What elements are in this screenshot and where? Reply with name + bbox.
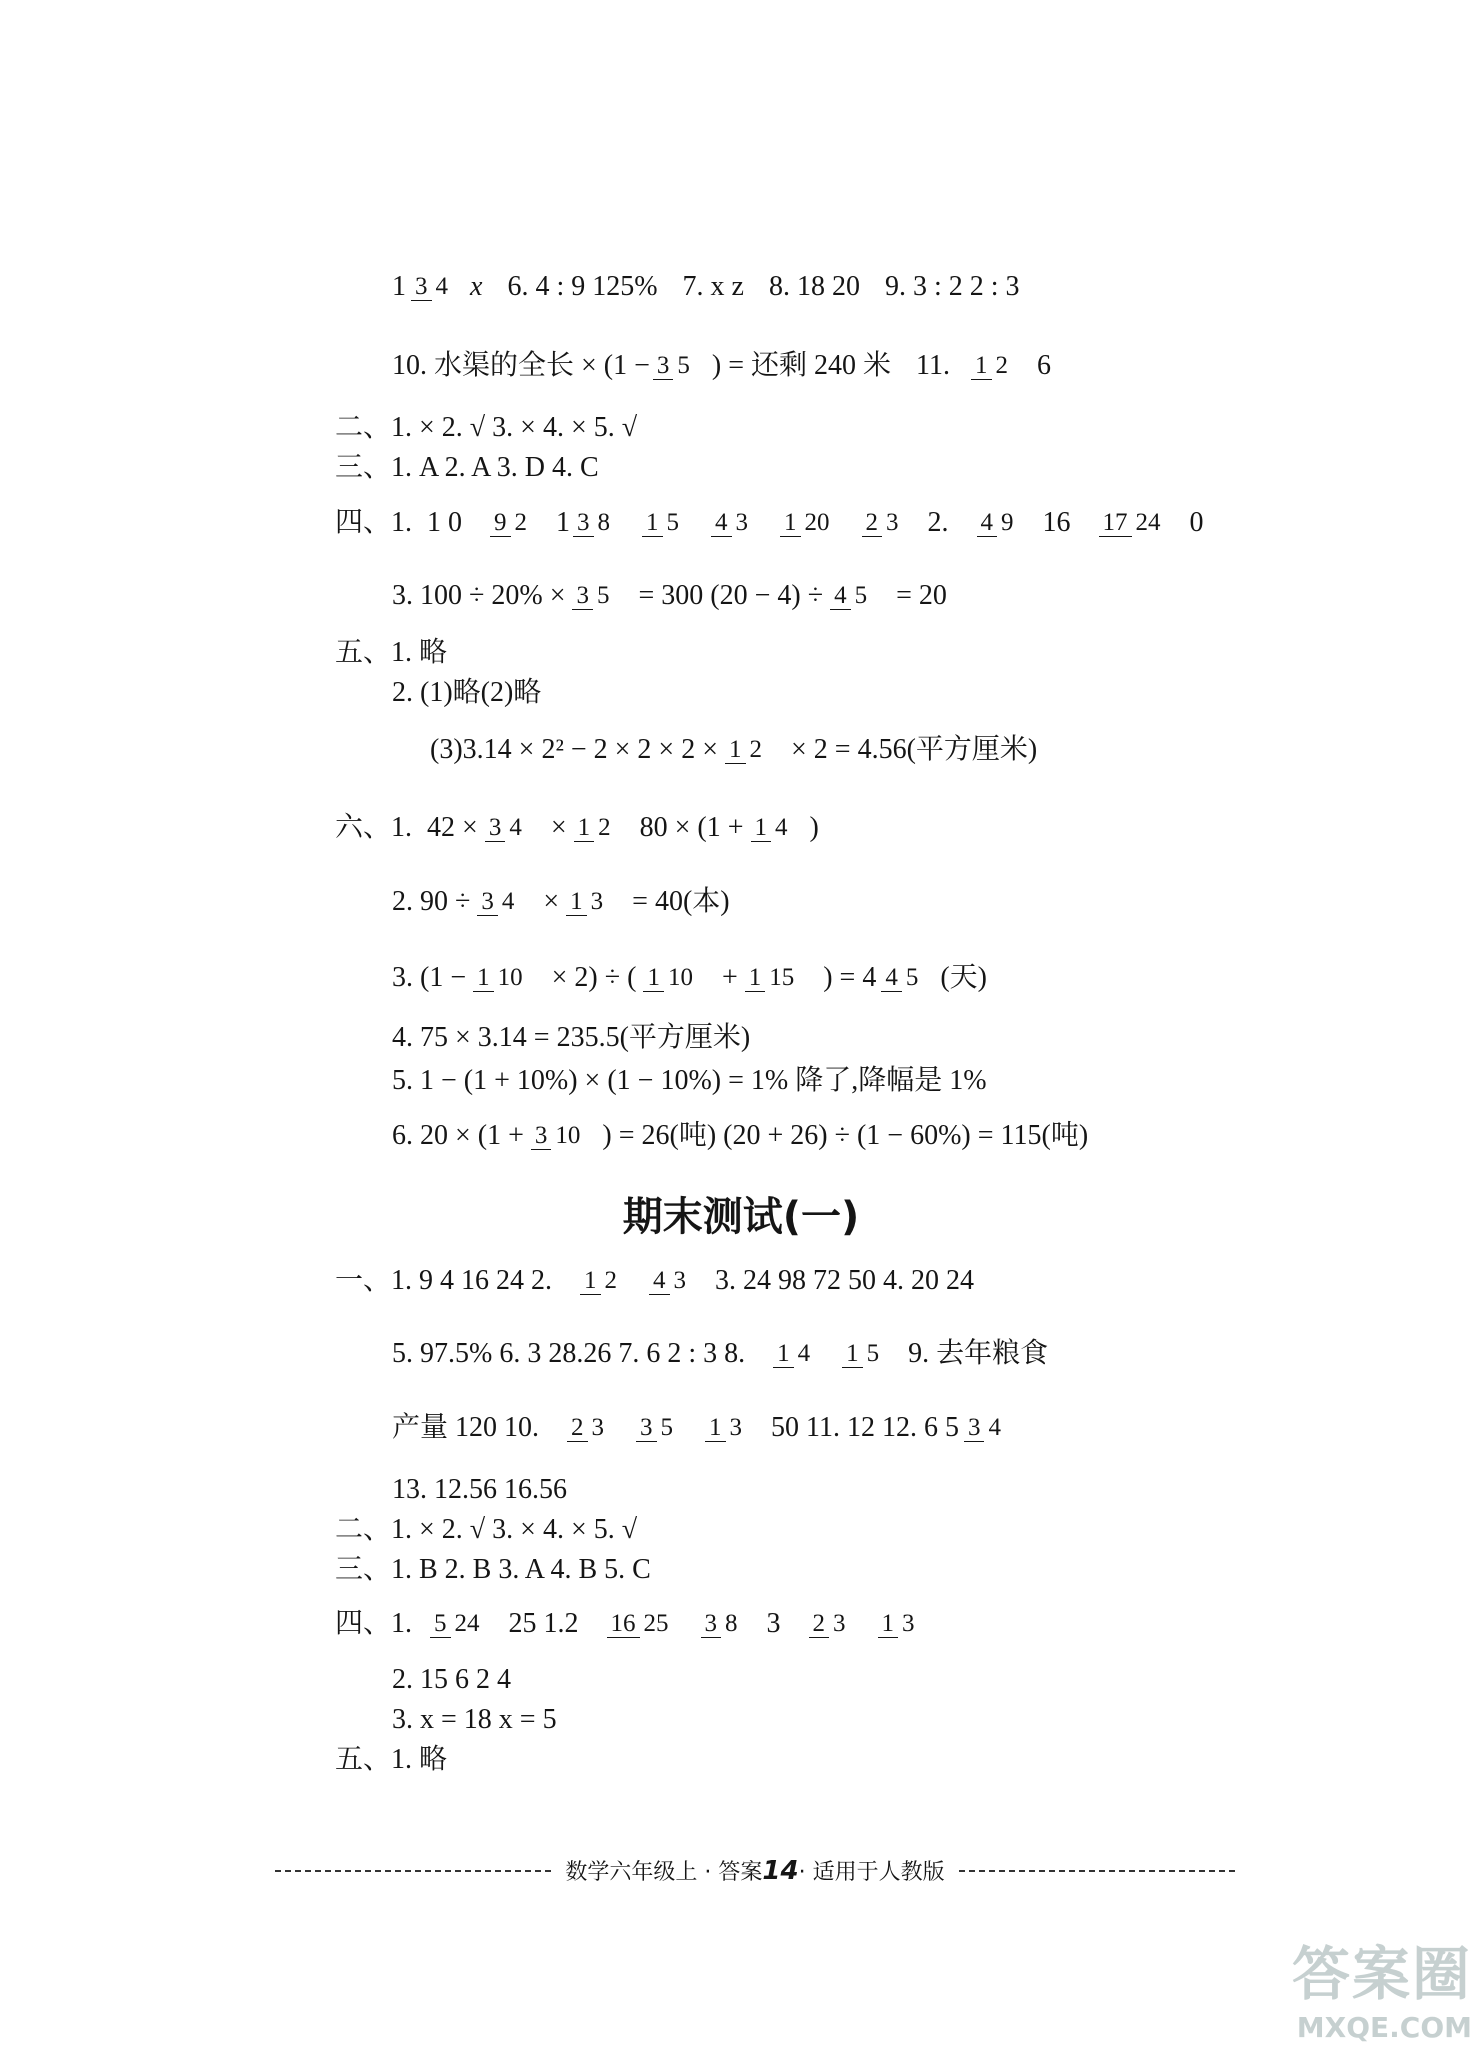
text: (3)3.14 × 2² − 2 × 2 × 2 ×: [430, 733, 718, 765]
text: 6. 4 : 9 125%: [507, 270, 658, 302]
fraction: 1 3: [705, 1414, 746, 1442]
footer-left: 数学六年级上 · 答案: [565, 1860, 763, 1885]
footer-text: [551, 1855, 958, 1886]
fraction: 1 3: [878, 1610, 919, 1638]
watermark-bottom: MXQE.COM: [1296, 2011, 1472, 2044]
text: 3. 24 98 72 50 4. 20 24: [715, 1264, 975, 1296]
text: 产量 120 10.: [392, 1411, 540, 1443]
text: 3. (1 −: [392, 961, 467, 993]
text: ) = 4: [823, 961, 877, 993]
answer-line-15: [392, 1120, 1106, 1150]
fraction: 2 3: [862, 509, 903, 537]
text: 三、1. A 2. A 3. D 4. C: [335, 451, 599, 483]
fraction: 4 3: [711, 509, 752, 537]
text: 三、1. B 2. B 3. A 4. B 5. C: [335, 1553, 651, 1585]
text: 10. 水渠的全长 × (1 −: [392, 349, 650, 381]
fraction: 1 10: [473, 964, 527, 992]
text: 42 ×: [427, 811, 478, 843]
text: 二、1. × 2. √ 3. × 4. × 5. √: [335, 1513, 638, 1545]
fraction: 1 15: [745, 964, 799, 992]
fraction: 3 4: [411, 273, 452, 301]
answer-line-13: [392, 1022, 768, 1052]
exam-line-6: [335, 1554, 669, 1584]
text: 1 0: [427, 506, 463, 538]
page-number: 14: [762, 1856, 799, 1886]
text: ×: [550, 811, 567, 843]
text: 0: [1189, 506, 1204, 538]
text: 3. 100 ÷ 20% ×: [392, 579, 566, 611]
fraction: 5 24: [430, 1610, 484, 1638]
fraction: 9 2: [490, 509, 531, 537]
answer-line-12: [392, 962, 1005, 992]
section-title: 期末测试(一): [622, 1194, 860, 1240]
text: 5. 97.5% 6. 3 28.26 7. 6 2 : 3 8.: [392, 1337, 746, 1369]
text: 2. (1)略(2)略: [392, 676, 542, 708]
text: 13. 12.56 16.56: [392, 1473, 567, 1505]
text: 2. 90 ÷: [392, 885, 471, 917]
text: 80 × (1 +: [639, 811, 744, 843]
fraction: 3 10: [531, 1122, 585, 1150]
exam-line-9: [392, 1704, 575, 1734]
fraction: 1 20: [780, 509, 834, 537]
fraction: 4 5: [830, 582, 871, 610]
fraction: 1 3: [566, 888, 607, 916]
answer-line-5: [335, 507, 1222, 537]
text: 7. x z: [682, 270, 744, 302]
exam-line-5: [335, 1514, 655, 1544]
text: 五、1. 略: [335, 1743, 448, 1775]
text: 一、1. 9 4 16 24 2.: [335, 1264, 553, 1296]
fraction: 1 10: [643, 964, 697, 992]
fraction: 1 2: [580, 1267, 621, 1295]
text: 3: [766, 1607, 781, 1639]
divider: [275, 1870, 551, 1872]
exam-line-7: [335, 1608, 937, 1638]
fraction: 1 5: [642, 509, 683, 537]
answer-line-2: [392, 350, 1069, 380]
fraction: 4 9: [977, 509, 1018, 537]
text: +: [721, 961, 738, 993]
answer-line-14: [392, 1065, 1005, 1095]
fraction: 1 2: [725, 736, 766, 764]
text: 50 11. 12 12. 6 5: [771, 1411, 959, 1443]
footer-right: · 适用于人教版: [798, 1860, 945, 1885]
text: 6: [1037, 349, 1052, 381]
text: 二、1. × 2. √ 3. × 4. × 5. √: [335, 411, 638, 443]
section-label: 四、1.: [335, 1607, 413, 1639]
text: × 2 = 4.56(平方厘米): [791, 733, 1038, 765]
text: 9. 去年粮食: [908, 1337, 1049, 1369]
exam-line-3: [392, 1412, 1023, 1442]
answer-line-4: [335, 452, 617, 482]
text: 6. 20 × (1 +: [392, 1119, 524, 1151]
exam-line-8: [392, 1664, 529, 1694]
text: 2. 15 6 2 4: [392, 1663, 511, 1695]
answer-line-9: [430, 734, 1055, 764]
fraction: 3 8: [701, 1610, 742, 1638]
text: 5. 1 − (1 + 10%) × (1 − 10%) = 1% 降了,降幅是 1%: [392, 1064, 987, 1096]
fraction: 4 3: [649, 1267, 690, 1295]
text: = 20: [896, 579, 947, 611]
answer-line-6: [392, 580, 965, 610]
text: x: [470, 270, 483, 302]
divider: [959, 1870, 1235, 1872]
fraction: 1 4: [751, 814, 792, 842]
fraction: 16 25: [607, 1610, 673, 1638]
exam-line-1: [335, 1265, 992, 1295]
fraction: 2 3: [809, 1610, 850, 1638]
text: 8. 18 20: [768, 270, 860, 302]
fraction: 1 2: [574, 814, 615, 842]
text: 25 1.2: [508, 1607, 579, 1639]
page-footer: [275, 1855, 1235, 1886]
answer-line-1: [392, 271, 1038, 301]
exam-line-2: [392, 1338, 1066, 1368]
fraction: 3 8: [573, 509, 614, 537]
fraction: 3 5: [653, 352, 694, 380]
answer-line-7: [335, 637, 465, 667]
fraction: 3 4: [477, 888, 518, 916]
answer-line-8: [392, 677, 559, 707]
text: 1: [392, 270, 406, 302]
text: ) = 26(吨) (20 + 26) ÷ (1 − 60%) = 115(吨): [602, 1119, 1089, 1151]
fraction: 3 4: [485, 814, 526, 842]
answer-line-10: [335, 812, 837, 842]
text: = 40(本): [632, 885, 730, 917]
text: 9. 3 : 2 2 : 3: [884, 270, 1020, 302]
text: 4. 75 × 3.14 = 235.5(平方厘米): [392, 1021, 751, 1053]
text: ) = 还剩 240 米: [711, 349, 892, 381]
fraction: 1 5: [842, 1340, 883, 1368]
fraction: 3 4: [964, 1414, 1005, 1442]
text: ): [809, 811, 819, 843]
text: 2.: [927, 506, 949, 538]
text: 1: [556, 506, 571, 538]
text: ×: [543, 885, 560, 917]
text: 16: [1042, 506, 1071, 538]
text: 五、1. 略: [335, 636, 448, 668]
watermark-top: 答案圈: [1291, 1940, 1472, 2008]
fraction: 1 4: [773, 1340, 814, 1368]
fraction: 1 2: [971, 352, 1012, 380]
text: 11.: [916, 349, 951, 381]
section-label: 四、1.: [335, 506, 413, 538]
fraction: 17 24: [1099, 509, 1165, 537]
watermark-logo: [1292, 1927, 1472, 2044]
section-label: 六、1.: [335, 811, 413, 843]
text: (天): [940, 961, 988, 993]
exam-line-10: [335, 1744, 465, 1774]
exam-line-4: [392, 1474, 585, 1504]
answer-line-11: [392, 886, 748, 916]
text: = 300 (20 − 4) ÷: [638, 579, 824, 611]
text: 3. x = 18 x = 5: [392, 1703, 557, 1735]
fraction: 3 5: [572, 582, 613, 610]
fraction: 4 5: [881, 964, 922, 992]
fraction: 3 5: [636, 1414, 677, 1442]
text: × 2) ÷ (: [551, 961, 637, 993]
answer-line-3: [335, 412, 655, 442]
fraction: 2 3: [567, 1414, 608, 1442]
